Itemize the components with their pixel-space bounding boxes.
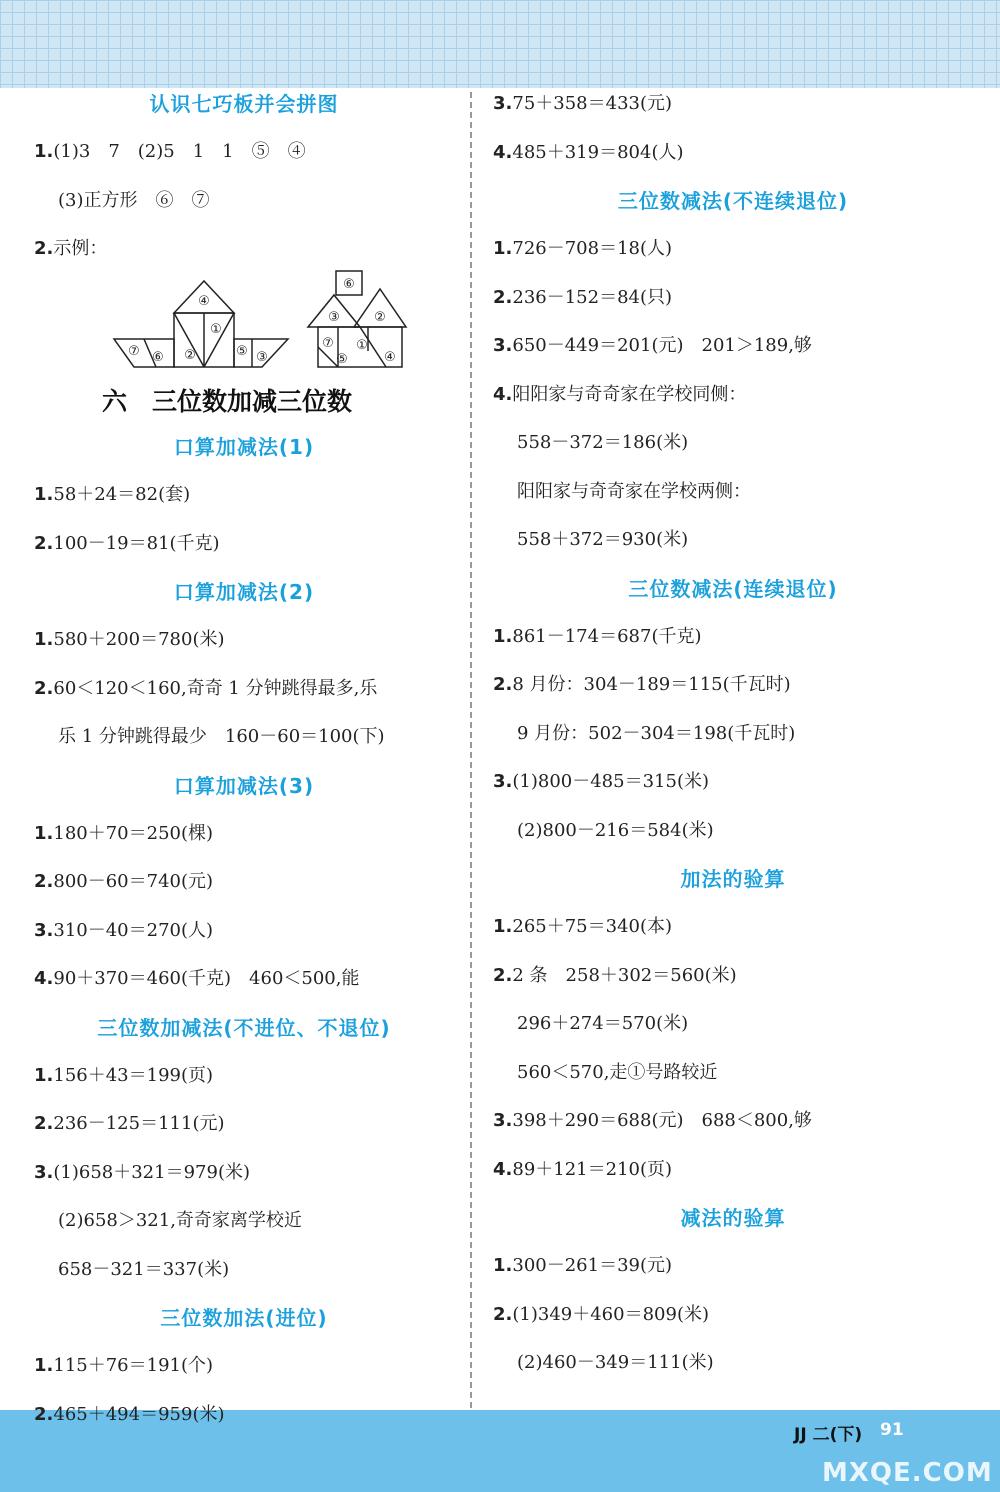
svg-text:②: ②	[184, 348, 196, 363]
svg-text:④: ④	[198, 294, 210, 309]
answer-line: 658－321＝337(米)	[58, 1258, 230, 1280]
answer-line: 560＜570,走①号路较近	[517, 1061, 718, 1083]
answer-line: 2.示例：	[34, 238, 108, 259]
tangram-figure	[34, 267, 454, 375]
answer-line: 1.861－174＝687(千克)	[493, 625, 702, 647]
answer-line: (3)正方形 ⑥ ⑦	[58, 189, 210, 211]
answer-line: 4.90＋370＝460(千克) 460＜500,能	[34, 968, 360, 989]
answer-line: 3.75＋358＝433(元)	[493, 93, 673, 114]
answer-line: 2.2 条 258＋302＝560(米)	[493, 964, 737, 986]
svg-text:③: ③	[256, 350, 268, 365]
answer-line: 3.(1)658＋321＝979(米)	[34, 1161, 250, 1183]
section-title: 认识七巧板并会拼图	[149, 92, 339, 116]
left-column	[34, 86, 454, 1445]
section-title: 减法的验算	[680, 1206, 786, 1230]
svg-text:③: ③	[328, 310, 340, 325]
answer-line: 阳阳家与奇奇家在学校两侧：	[517, 480, 751, 502]
answer-line: 4.阳阳家与奇奇家在学校同侧：	[493, 383, 747, 405]
answer-line: (2)658＞321,奇奇家离学校近	[58, 1210, 302, 1231]
answer-line: 2.800－60＝740(元)	[34, 871, 214, 892]
answer-line: 4.89＋121＝210(页)	[493, 1158, 673, 1180]
section-title: 口算加减法(2)	[173, 580, 315, 604]
answer-line: (2)460－349＝111(米)	[517, 1352, 714, 1373]
watermark: MXQE.COM	[822, 1458, 993, 1488]
top-grid-band	[0, 0, 1000, 88]
page-number: 91	[880, 1420, 904, 1440]
answer-line: 1.180＋70＝250(棵)	[34, 822, 214, 844]
section-title: 三位数加法(进位)	[160, 1306, 328, 1330]
answer-line: 1.156＋43＝199(页)	[34, 1064, 214, 1086]
answer-line: 558－372＝186(米)	[517, 432, 689, 453]
svg-text:①: ①	[356, 338, 368, 353]
svg-text:⑦: ⑦	[322, 336, 334, 351]
section-title: 三位数减法(连续退位)	[628, 576, 838, 601]
svg-text:②: ②	[374, 310, 386, 325]
answer-line: 1.580＋200＝780(米)	[34, 629, 225, 650]
section-title: 加法的验算	[680, 867, 786, 891]
answer-line: 296＋274＝570(米)	[517, 1013, 689, 1034]
answer-line: 3.398＋290＝688(元) 688＜800,够	[493, 1110, 812, 1131]
svg-text:⑤: ⑤	[336, 352, 348, 367]
answer-line: 9 月份：502－304＝198(千瓦时)	[517, 722, 796, 744]
svg-text:④: ④	[384, 350, 396, 365]
answer-line: 2.8 月份：304－189＝115(千瓦时)	[493, 674, 791, 695]
svg-text:⑦: ⑦	[128, 344, 140, 359]
answer-line: 2.236－152＝84(只)	[493, 286, 673, 308]
answer-line: 1.300－261＝39(元)	[493, 1255, 673, 1276]
answer-line: 1.726－708＝18(人)	[493, 238, 673, 259]
svg-text:⑥: ⑥	[152, 350, 164, 365]
section-title: 口算加减法(3)	[173, 773, 315, 798]
answer-line: 2.236－125＝111(元)	[34, 1113, 225, 1134]
answer-line: 3.310－40＝270(人)	[34, 919, 214, 941]
answer-line: 1.(1)3 7 (2)5 1 1 ⑤ ④	[34, 141, 306, 162]
answer-line: 1.58＋24＝82(套)	[34, 484, 191, 505]
answer-line: 乐 1 分钟跳得最少 160－60＝100(下)	[58, 726, 385, 747]
answer-line: (2)800－216＝584(米)	[517, 819, 714, 841]
answer-line: 1.115＋76＝191(个)	[34, 1355, 214, 1376]
answer-line: 558＋372＝930(米)	[517, 529, 689, 550]
svg-text:⑥: ⑥	[343, 277, 355, 292]
tangram-examples	[112, 267, 412, 375]
section-title: 口算加减法(1)	[173, 435, 315, 459]
answer-line: 3.(1)800－485＝315(米)	[493, 771, 709, 792]
answer-line: 3.650－449＝201(元) 201＞189,够	[493, 335, 812, 356]
column-divider	[470, 92, 472, 1408]
answer-line: 2.60＜120＜160,奇奇 1 分钟跳得最多,乐	[34, 677, 378, 699]
svg-text:⑤: ⑤	[236, 344, 248, 359]
answer-line: 4.485＋319＝804(人)	[493, 141, 684, 163]
book-code-label: JJ 二(下)	[794, 1425, 863, 1445]
section-title: 三位数加减法(不进位、不退位)	[97, 1015, 391, 1040]
answer-line: 2.(1)349＋460＝809(米)	[493, 1303, 709, 1325]
section-title: 三位数减法(不连续退位)	[617, 189, 849, 213]
answer-line: 2.465＋494＝959(米)	[34, 1403, 225, 1425]
right-column	[493, 86, 973, 1394]
answer-line: 2.100－19＝81(千克)	[34, 532, 220, 554]
chapter-title: 六 三位数加减三位数	[102, 387, 353, 416]
answer-line: 1.265＋75＝340(本)	[493, 916, 673, 937]
svg-text:①: ①	[210, 322, 222, 337]
